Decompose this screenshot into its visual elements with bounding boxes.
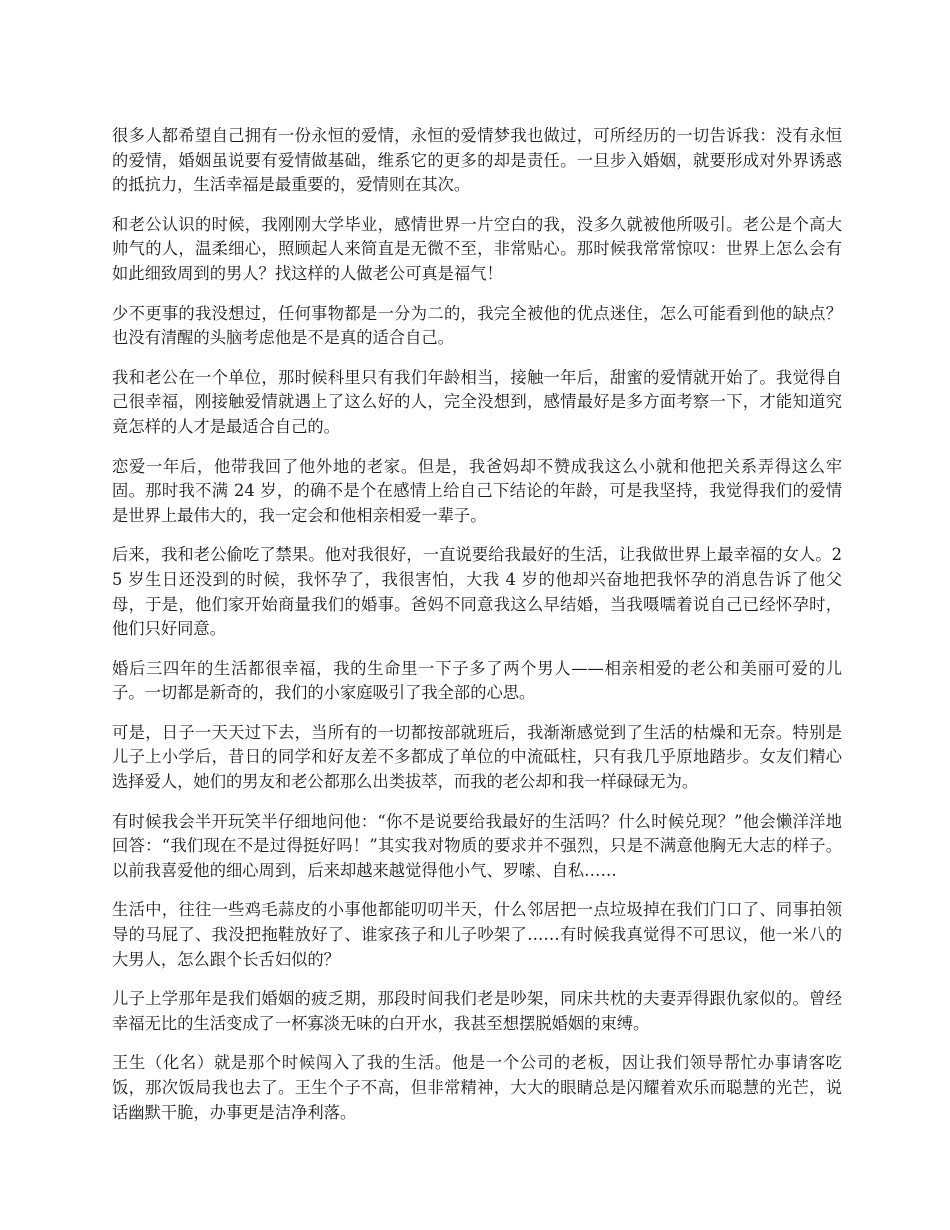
- paragraph-5: 恋爱一年后，他带我回了他外地的老家。但是，我爸妈却不赞成我这么小就和他把关系弄得这么牢固。那时我不满 24 岁，的确不是个在感情上给自己下结论的年龄，可是我坚持，我觉得我们的爱情是世界上最伟大的，我一定会和他相亲相爱一辈子。: [112, 456, 842, 525]
- paragraph-4: 我和老公在一个单位，那时候科里只有我们年龄相当，接触一年后，甜蜜的爱情就开始了。我觉得自己很幸福，刚接触爱情就遇上了这么好的人，完全没想到，感情最好是多方面考察一下，才能知道究竟怎样的人才是最适合自己的。: [112, 367, 842, 436]
- paragraph-10: 生活中，往往一些鸡毛蒜皮的小事他都能叨叨半天，什么邻居把一点垃圾掉在我们门口了、同事拍领导的马屁了、我没把拖鞋放好了、谁家孩子和儿子吵架了……有时候我真觉得不可思议，他一米八的大男人，怎么跟个长舌妇似的？: [112, 900, 842, 969]
- paragraph-8: 可是，日子一天天过下去，当所有的一切都按部就班后，我渐渐感觉到了生活的枯燥和无奈。特别是儿子上小学后，昔日的同学和好友差不多都成了单位的中流砥柱，只有我几乎原地踏步。女友们精心选择爱人，她们的男友和老公都那么出类拔萃，而我的老公却和我一样碌碌无为。: [112, 722, 842, 792]
- paragraph-6: 后来，我和老公偷吃了禁果。他对我很好，一直说要给我最好的生活，让我做世界上最幸福的女人。25 岁生日还没到的时候，我怀孕了，我很害怕，大我 4 岁的他却兴奋地把我怀孕的消息告诉了他父母，于是，他们家开始商量我们的婚事。爸妈不同意我这么早结婚，当我嗫嚅着说自己已经怀孕时，他们只好同意。: [112, 545, 842, 639]
- document-body: [112, 124, 842, 1140]
- paragraph-2: 和老公认识的时候，我刚刚大学毕业，感情世界一片空白的我，没多久就被他所吸引。老公是个高大帅气的人，温柔细心，照顾起人来简直是无微不至，非常贴心。那时候我常常惊叹：世界上怎么会有如此细致周到的男人？找这样的人做老公可真是福气！: [112, 214, 842, 283]
- paragraph-1: 很多人都希望自己拥有一份永恒的爱情，永恒的爱情梦我也做过，可所经历的一切告诉我：没有永恒的爱情，婚姻虽说要有爱情做基础，维系它的更多的却是责任。一旦步入婚姻，就要形成对外界诱惑的抵抗力，生活幸福是最重要的，爱情则在其次。: [112, 126, 842, 195]
- paragraph-12: 王生（化名）就是那个时候闯入了我的生活。他是一个公司的老板，因让我们领导帮忙办事请客吃饭，那次饭局我也去了。王生个子不高，但非常精神，大大的眼睛总是闪耀着欢乐而聪慧的光芒，说话幽默干脆，办事更是洁净利落。: [112, 1053, 842, 1122]
- paragraph-11: 儿子上学那年是我们婚姻的疲乏期，那段时间我们老是吵架，同床共枕的夫妻弄得跟仇家似的。曾经幸福无比的生活变成了一杯寡淡无味的白开水，我甚至想摆脱婚姻的束缚。: [112, 989, 842, 1033]
- paragraph-7: 婚后三四年的生活都很幸福，我的生命里一下子多了两个男人——相亲相爱的老公和美丽可爱的儿子。一切都是新奇的，我们的小家庭吸引了我全部的心思。: [112, 658, 842, 703]
- paragraph-3: 少不更事的我没想过，任何事物都是一分为二的，我完全被他的优点迷住，怎么可能看到他的缺点？也没有清醒的头脑考虑他是不是真的适合自己。: [112, 303, 842, 348]
- paragraph-9: 有时候我会半开玩笑半仔细地问他：“你不是说要给我最好的生活吗？什么时候兑现？”他会懒洋洋地回答：“我们现在不是过得挺好吗！”其实我对物质的要求并不强烈，只是不满意他胸无大志的样子。以前我喜爱他的细心周到，后来却越来越觉得他小气、罗嗦、自私……: [112, 811, 842, 880]
